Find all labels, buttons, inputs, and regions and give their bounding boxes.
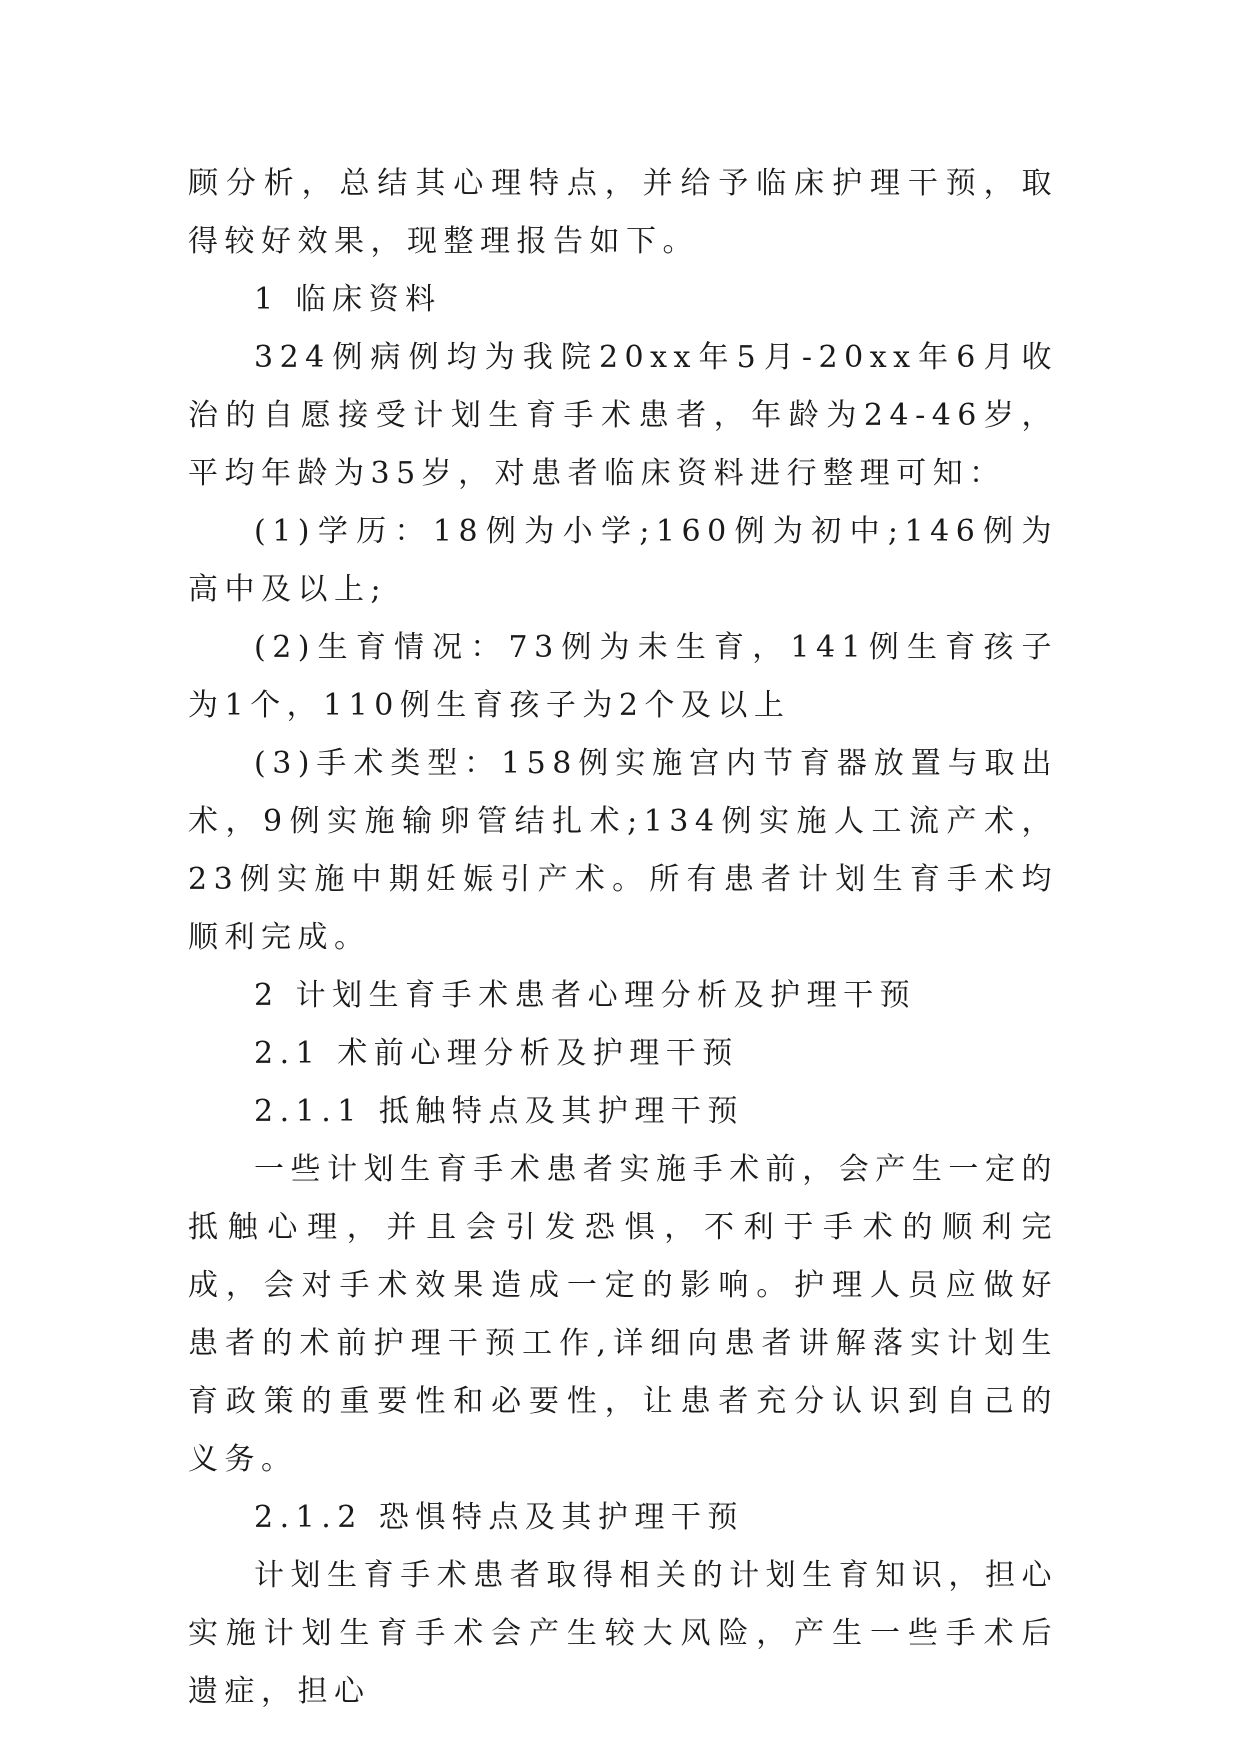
- list-item-surgery-type: (3)手术类型：158例实施宫内节育器放置与取出术，9例实施输卵管结扎术;134例实施人工流产术，23例实施中期妊娠引产术。所有患者计划生育手术均顺利完成。: [188, 746, 1058, 955]
- section-heading-clinical-data: 1 临床资料: [254, 282, 442, 317]
- document-body: [188, 155, 1058, 1721]
- list-item-education: (1)学历：18例为小学;160例为初中;146例为高中及以上;: [188, 514, 1058, 607]
- list-item-fertility: (2)生育情况：73例为未生育，141例生育孩子为1个，110例生育孩子为2个及以上: [188, 630, 1058, 723]
- paragraph-patient-overview: 324例病例均为我院20xx年5月-20xx年6月收治的自愿接受计划生育手术患者，年龄为24-46岁，平均年龄为35岁，对患者临床资料进行整理可知：: [188, 340, 1058, 491]
- paragraph-intro-continued: 顾分析，总结其心理特点，并给予临床护理干预，取得较好效果，现整理报告如下。: [188, 166, 1058, 259]
- paragraph-fear: 计划生育手术患者取得相关的计划生育知识，担心实施计划生育手术会产生较大风险，产生一些手术后遗症，担心: [188, 1558, 1058, 1709]
- subsection-heading-preoperative: 2.1 术前心理分析及护理干预: [254, 1036, 739, 1071]
- subsubsection-heading-resistance: 2.1.1 抵触特点及其护理干预: [254, 1094, 744, 1129]
- paragraph-resistance: 一些计划生育手术患者实施手术前，会产生一定的抵触心理，并且会引发恐惧，不利于手术的顺利完成，会对手术效果造成一定的影响。护理人员应做好患者的术前护理干预工作,详细向患者讲解落实计划生育政策的重要性和必要性，让患者充分认识到自己的义务。: [188, 1152, 1058, 1477]
- subsubsection-heading-fear: 2.1.2 恐惧特点及其护理干预: [254, 1500, 744, 1535]
- section-heading-psychology: 2 计划生育手术患者心理分析及护理干预: [254, 978, 917, 1013]
